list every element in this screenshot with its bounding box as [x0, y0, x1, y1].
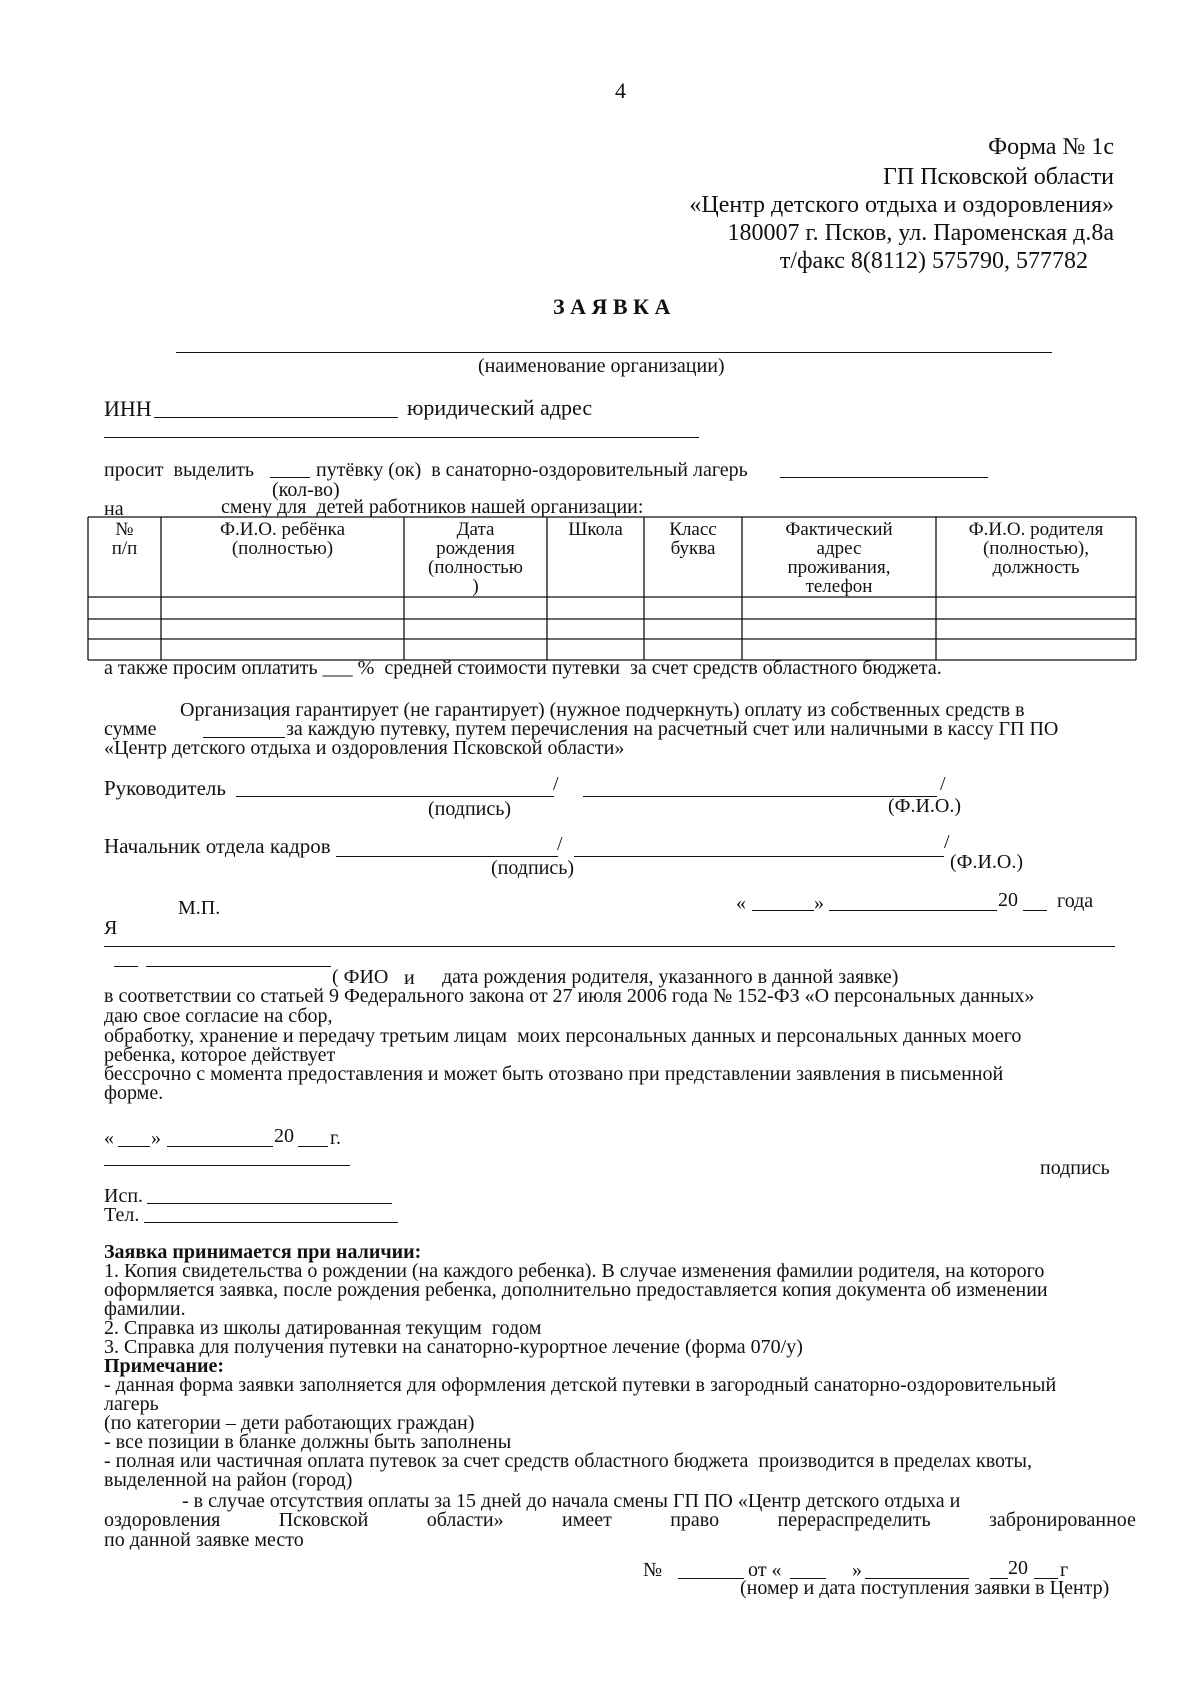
executor-field-line[interactable] — [147, 1203, 392, 1204]
table-cell[interactable] — [937, 598, 1135, 618]
note-4-word: перераспределить — [777, 1509, 931, 1531]
table-cell[interactable] — [645, 620, 741, 638]
table-header-class: Класс буква — [669, 519, 717, 559]
guarantee-line1: Организация гарантирует (не гарантирует) (нужное подчеркнуть) оплату из собственных средств в — [180, 699, 1025, 721]
head-fio-caption: (Ф.И.О.) — [888, 795, 962, 817]
org-name-line1: ГП Псковской области — [883, 164, 1114, 190]
note-3-line1: - полная или частичная оплата путевок за счет средств областного бюджета производится в пределах квоты, — [104, 1450, 1032, 1472]
table-cell[interactable] — [89, 598, 160, 618]
table-header-birth-date: Дата рождения (полностью ) — [428, 519, 523, 597]
date-month-line[interactable] — [829, 910, 997, 911]
table-cell[interactable] — [937, 640, 1135, 659]
consent-year-suffix: г. — [330, 1127, 341, 1149]
head-label: Руководитель — [104, 776, 226, 800]
consent-line6: форме. — [104, 1082, 164, 1104]
registration-no-label: № — [643, 1559, 663, 1581]
consent-line4: ребенка, которое действует — [104, 1044, 336, 1066]
note-4-line2 — [104, 1510, 1136, 1530]
table-cell[interactable] — [743, 598, 935, 618]
org-name-caption: (наименование организации) — [478, 355, 725, 377]
requirement-3: 3. Справка для получения путевки на санаторно-курортное лечение (форма 070/у) — [104, 1336, 803, 1358]
phone-label: Тел. — [104, 1204, 140, 1226]
guarantee-line2: за каждую путевку, путем перечисления на расчетный счет или наличными в кассу ГП ПО — [286, 718, 1059, 740]
table-cell[interactable] — [405, 598, 546, 618]
consent-dash — [114, 966, 138, 967]
note-2: - все позиции в бланке должны быть заполнены — [104, 1431, 512, 1453]
notes-heading: Примечание: — [104, 1355, 225, 1377]
request-text: просит выделить — [104, 459, 254, 481]
table-header-address: Фактический адрес проживания, телефон — [785, 519, 893, 597]
requirement-1-line3: фамилии. — [104, 1298, 186, 1320]
consent-name-line[interactable] — [104, 946, 1115, 947]
table-cell[interactable] — [548, 598, 643, 618]
table-cell[interactable] — [645, 598, 741, 618]
note-4-word: оздоровления — [104, 1509, 221, 1531]
slash-separator: / — [944, 831, 950, 853]
guarantee-sum-label: сумме — [104, 718, 157, 740]
requirement-2: 2. Справка из школы датированная текущим годом — [104, 1317, 542, 1339]
note-4-word: забронированное — [988, 1509, 1136, 1531]
consent-line3: обработку, хранение и передачу третьим лицам моих персональных данных и персональных данных моего — [104, 1025, 1022, 1047]
on-label: на — [104, 498, 124, 520]
slash-separator: / — [557, 833, 563, 855]
consent-line2: даю свое согласие на сбор, — [104, 1005, 333, 1027]
consent-month-line[interactable] — [167, 1146, 273, 1147]
requirements-heading: Заявка принимается при наличии: — [104, 1241, 422, 1263]
shift-text: смену для детей работников нашей организации: — [221, 496, 644, 518]
phone-field-line[interactable] — [144, 1222, 398, 1223]
table-cell[interactable] — [937, 620, 1135, 638]
note-1-line1: - данная форма заявки заполняется для оформления детской путевки в загородный санаторно-оздоровительный — [104, 1374, 1057, 1396]
head-signature-line[interactable] — [236, 796, 554, 797]
table-cell[interactable] — [89, 640, 160, 659]
consent-line1: в соответствии со статьей 9 Федерального закона от 27 июля 2006 года № 152-ФЗ «О персональных данных» — [104, 985, 1035, 1007]
note-4-line3: по данной заявке место — [104, 1529, 304, 1551]
table-header-num: № п/п — [111, 519, 138, 559]
table-cell[interactable] — [548, 640, 643, 659]
registration-no-line[interactable] — [678, 1578, 744, 1579]
date-day-line[interactable] — [752, 910, 814, 911]
page-number: 4 — [615, 78, 626, 103]
stamp-label: М.П. — [178, 897, 221, 919]
requirement-1-line2: оформляется заявка, после рождения ребенка, дополнительно предоставляется копия документа об изменении — [104, 1279, 1048, 1301]
registration-from-label: от « — [748, 1559, 782, 1581]
consent-year-prefix: 20 — [274, 1125, 294, 1147]
note-4-word: право — [670, 1509, 720, 1531]
consent-fio-caption-c: дата рождения родителя, указанного в данной заявке) — [442, 966, 899, 988]
table-header-parent: Ф.И.О. родителя (полностью), должность — [968, 519, 1104, 578]
consent-fio-caption-a: ( ФИО — [332, 966, 389, 988]
request-text-camp: путёвку (ок) в санаторно-оздоровительный лагерь — [316, 459, 748, 481]
note-4-word: имеет — [561, 1509, 612, 1531]
consent-date-close: » — [151, 1127, 161, 1149]
table-cell[interactable] — [548, 620, 643, 638]
form-number: Форма № 1с — [988, 134, 1114, 160]
registration-caption: (номер и дата поступления заявки в Центр) — [740, 1577, 1110, 1599]
note-4-line1: - в случае отсутствия оплаты за 15 дней до начала смены ГП ПО «Центр детского отдыха и — [182, 1490, 961, 1512]
registration-close-quote: » — [852, 1559, 862, 1581]
consent-signature-line[interactable] — [104, 1165, 350, 1166]
table-cell[interactable] — [162, 598, 403, 618]
consent-fio-line[interactable] — [146, 966, 331, 967]
executor-label: Исп. — [104, 1185, 144, 1207]
note-4-word: области» — [426, 1509, 504, 1531]
legal-address-label: юридический адрес — [407, 395, 593, 420]
note-1-line2: лагерь — [104, 1393, 159, 1415]
date-close-quote: » — [814, 892, 824, 914]
signature-word: подпись — [1040, 1157, 1110, 1179]
hr-signature-caption: (подпись) — [491, 857, 575, 879]
hr-fio-caption: (Ф.И.О.) — [950, 851, 1024, 873]
date-year-line[interactable] — [1023, 910, 1047, 911]
consent-day-line[interactable] — [118, 1146, 150, 1147]
table-cell[interactable] — [645, 640, 741, 659]
date-year-word: года — [1057, 890, 1094, 912]
guarantee-line3: «Центр детского отдыха и оздоровления Псковской области» — [104, 737, 625, 759]
consent-line5: бессрочно с момента предоставления и может быть отозвано при представлении заявления в письменной — [104, 1063, 1004, 1085]
head-fio-line[interactable] — [583, 796, 937, 797]
consent-ya: Я — [104, 917, 118, 939]
requirement-1-line1: 1. Копия свидетельства о рождении (на каждого ребенка). В случае изменения фамилии родителя, на которого — [104, 1260, 1045, 1282]
slash-separator: / — [940, 773, 946, 795]
table-cell[interactable] — [743, 640, 935, 659]
quantity-caption: (кол-во) — [272, 479, 340, 501]
registration-year-prefix: 20 — [1008, 1557, 1028, 1579]
org-phone: т/факс 8(8112) 575790, 577782 — [779, 248, 1088, 274]
slash-separator: / — [553, 773, 559, 795]
document-title: З А Я В К А — [553, 294, 671, 319]
hr-fio-line[interactable] — [574, 856, 944, 857]
table-cell[interactable] — [405, 640, 546, 659]
consent-year-line[interactable] — [298, 1146, 328, 1147]
inn-label: ИНН — [104, 396, 152, 421]
consent-date-open: « — [104, 1127, 114, 1149]
table-header-school: Школа — [568, 519, 623, 540]
date-year-prefix: 20 — [998, 889, 1018, 911]
hr-head-label: Начальник отдела кадров — [104, 834, 331, 858]
table-cell[interactable] — [162, 640, 403, 659]
head-signature-caption: (подпись) — [428, 798, 512, 820]
note-3-line2: выделенной на район (город) — [104, 1469, 353, 1491]
note-1-line3: (по категории – дети работающих граждан) — [104, 1412, 475, 1434]
org-address: 180007 г. Псков, ул. Пароменская д.8а — [727, 220, 1114, 246]
table-cell[interactable] — [405, 620, 546, 638]
note-4-word: Псковской — [278, 1509, 369, 1531]
registration-year-suffix: г — [1060, 1559, 1069, 1581]
table-cell[interactable] — [162, 620, 403, 638]
org-name-line2: «Центр детского отдыха и оздоровления» — [689, 192, 1114, 218]
table-header-child-name: Ф.И.О. ребёнка (полностью) — [219, 519, 346, 559]
table-cell[interactable] — [743, 620, 935, 638]
consent-fio-caption-b: и — [404, 967, 415, 989]
table-cell[interactable] — [89, 620, 160, 638]
date-open-quote: « — [736, 892, 746, 914]
payment-text: а также просим оплатить ___ % средней стоимости путевки за счет средств областного бюджета. — [104, 657, 942, 679]
